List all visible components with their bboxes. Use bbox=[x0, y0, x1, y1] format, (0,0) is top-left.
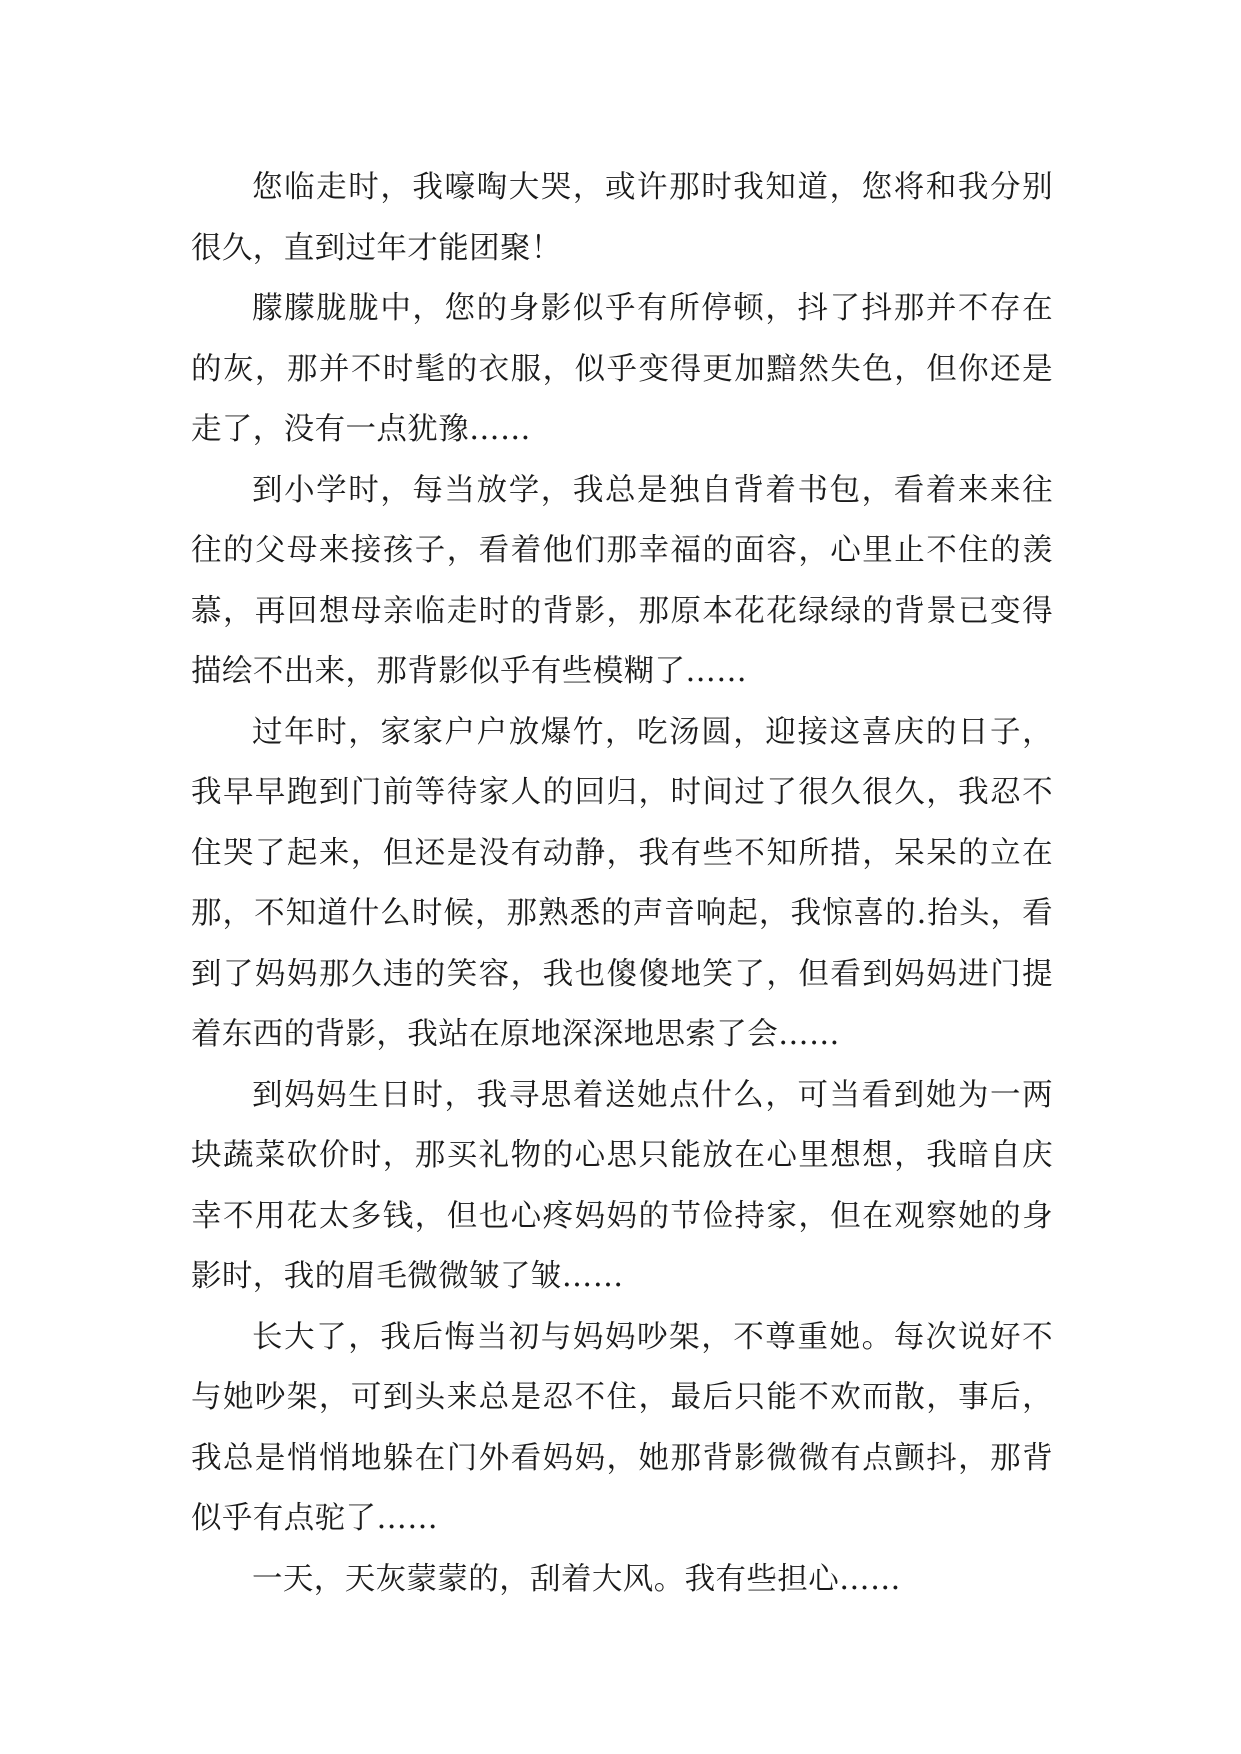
essay-body bbox=[191, 158, 1053, 1610]
paragraph-4: 过年时，家家户户放爆竹，吃汤圆，迎接这喜庆的日子，我早早跑到门前等待家人的回归，时间过了很久很久，我忍不住哭了起来，但还是没有动静，我有些不知所措，呆呆的立在那，不知道什么时候，那熟悉的声音响起，我惊喜的.抬头，看到了妈妈那久违的笑容，我也傻傻地笑了，但看到妈妈进门提着东西的背影，我站在原地深深地思索了会…… bbox=[191, 714, 1053, 1052]
paragraph-3: 到小学时，每当放学，我总是独自背着书包，看着来来往往的父母来接孩子，看着他们那幸福的面容，心里止不住的羡慕，再回想母亲临走时的背影，那原本花花绿绿的背景已变得描绘不出来，那背影似乎有些模糊了…… bbox=[191, 472, 1053, 689]
paragraph-6: 长大了，我后悔当初与妈妈吵架，不尊重她。每次说好不与她吵架，可到头来总是忍不住，最后只能不欢而散，事后，我总是悄悄地躲在门外看妈妈，她那背影微微有点颤抖，那背似乎有点驼了…… bbox=[191, 1319, 1053, 1536]
paragraph-1: 您临走时，我嚎啕大哭，或许那时我知道，您将和我分别很久，直到过年才能团聚！ bbox=[191, 170, 1053, 266]
paragraph-5: 到妈妈生日时，我寻思着送她点什么，可当看到她为一两块蔬菜砍价时，那买礼物的心思只能放在心里想想，我暗自庆幸不用花太多钱，但也心疼妈妈的节俭持家，但在观察她的身影时，我的眉毛微微皱了皱…… bbox=[191, 1077, 1053, 1294]
paragraph-7: 一天，天灰蒙蒙的，刮着大风。我有些担心…… bbox=[252, 1561, 901, 1597]
paragraph-2: 朦朦胧胧中，您的身影似乎有所停顿，抖了抖那并不存在的灰，那并不时髦的衣服，似乎变得更加黯然失色，但你还是走了，没有一点犹豫…… bbox=[191, 291, 1053, 447]
